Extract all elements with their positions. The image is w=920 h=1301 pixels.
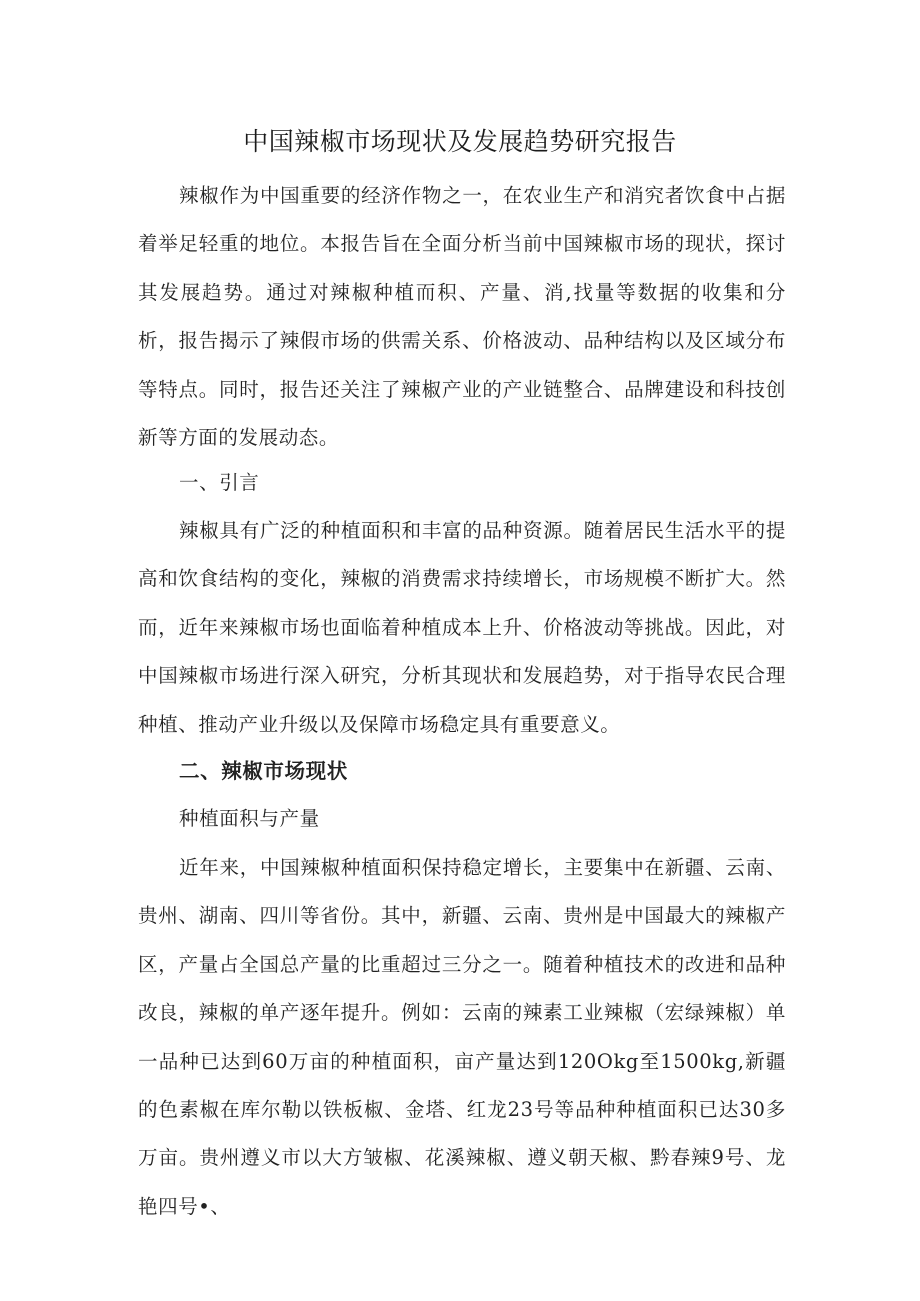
- subheading-planting-area: 种植面积与产量: [179, 807, 320, 830]
- page-title: 中国辣椒市场现状及发展趋势研究报告: [243, 127, 677, 156]
- introduction-paragraph: 辣椒具有广泛的种植面积和丰富的品种资源。随着居民生活水平的提高和饮食结构的变化，辣椒的消费需求持续增长，市场规模不断扩大。然而，近年来辣椒市场也面临着种植成本上升、价格波动等挑战。因此，对中国辣椒市场进行深入研究，分析其现状和发展趋势，对于指导农民合理种植、推动产业升级以及保障市场稳定具有重要意义。: [138, 519, 786, 736]
- planting-area-paragraph: 近年来，中国辣椒种植面积保持稳定增长，主要集中在新疆、云南、贵州、湖南、四川等省份。其中，新疆、云南、贵州是中国最大的辣椒产区，产量占全国总产量的比重超过三分之一。随着种植技术的改进和品种改良，辣椒的单产逐年提升。例如：云南的辣素工业辣椒（宏绿辣椒）单一品种已达到60万亩的种植面积，亩产量达到120Okg至1500kg,新疆的色素椒在库尔勒以铁板椒、金塔、红龙23号等品种种植面积已达30多万亩。贵州遵义市以大方皱椒、花溪辣椒、遵义朝天椒、黔春辣9号、龙艳四号•、: [138, 856, 786, 1218]
- section-heading-market-status: 二、辣椒市场现状: [179, 759, 348, 783]
- section-heading-introduction: 一、引言: [179, 471, 260, 494]
- abstract-paragraph: 辣椒作为中国重要的经济作物之一，在农业生产和消究者饮食中占据着举足轻重的地位。本报告旨在全面分析当前中国辣椒市场的现状，探讨其发展趋势。通过对辣椒种植而积、产量、消,找量等数据的收集和分析，报告揭示了辣假市场的供需关系、价格波动、品种结构以及区域分布等特点。同时，报告还关注了辣椒产业的产业链整合、品牌建设和科技创新等方面的发展动态。: [138, 184, 786, 450]
